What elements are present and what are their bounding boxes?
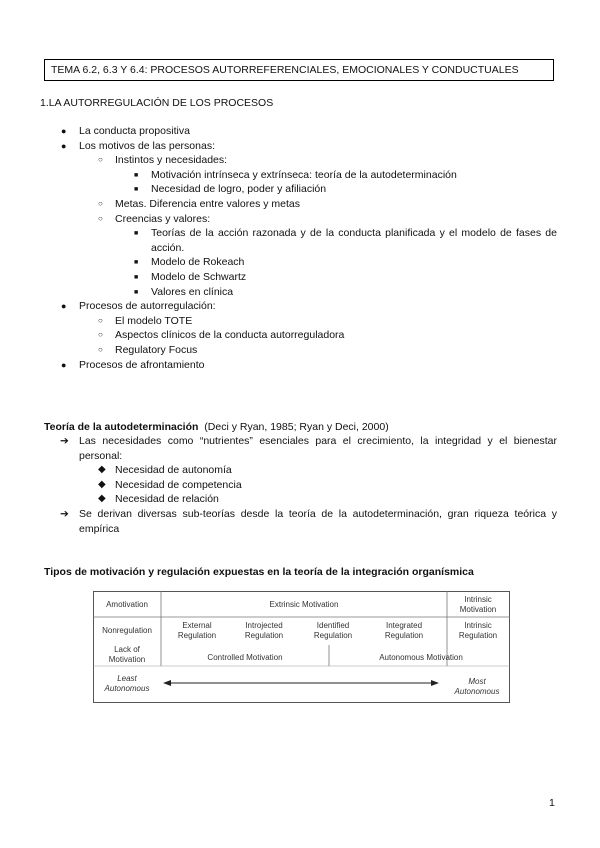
list-item: ■ Valores en clínica: [0, 285, 557, 300]
list-item: ■ Necesidad de logro, poder y afiliación: [0, 182, 557, 197]
diamond-icon: ◆: [98, 464, 106, 476]
theory-heading: [44, 420, 389, 434]
right-arrow-icon: ➔: [60, 507, 69, 520]
list-item: ◆ Necesidad de competencia: [98, 478, 242, 491]
intrinsic-motivation-label: Intrinsic Motivation: [459, 595, 497, 614]
list-item: ◆ Necesidad de relación: [98, 493, 219, 506]
bullet-circle-icon: ○: [98, 213, 103, 223]
identified-regulation-label: Identified Regulation: [313, 621, 353, 640]
amotivation-label: Amotivation: [106, 600, 148, 609]
most-autonomous-label: Most Autonomous: [454, 677, 500, 696]
integrated-regulation-label: Integrated Regulation: [384, 621, 424, 640]
bullet-square-icon: ■: [134, 273, 139, 281]
list-item: ○ El modelo TOTE: [98, 314, 193, 327]
autonomous-motivation-label: Autonomous Motivation: [379, 653, 463, 662]
list-item: ○ Instintos y necesidades:: [98, 154, 228, 167]
theory-citation: (Deci y Ryan, 1985; Ryan y Deci, 2000): [204, 421, 389, 433]
diamond-icon: ◆: [98, 478, 106, 490]
least-autonomous-label: Least Autonomous: [104, 674, 150, 693]
bullet-square-icon: ■: [134, 230, 139, 238]
bullet-circle-icon: ○: [98, 315, 103, 325]
controlled-motivation-label: Controlled Motivation: [207, 653, 283, 662]
bullet-dot-icon: ●: [61, 126, 67, 136]
bullet-circle-icon: ○: [98, 198, 103, 208]
bullet-dot-icon: ●: [61, 301, 67, 312]
section-heading: 1.LA AUTORREGULACIÓN DE LOS PROCESOS: [40, 97, 274, 109]
theory-title: Teoría de la autodeterminación: [44, 421, 199, 433]
theory-points: [0, 434, 600, 536]
intrinsic-regulation-label: Intrinsic Regulation: [458, 621, 498, 640]
topic-outline: [0, 124, 600, 372]
diamond-icon: ◆: [98, 493, 106, 505]
list-item: ● Procesos de afrontamiento: [61, 358, 205, 371]
document-title: TEMA 6.2, 6.3 Y 6.4: PROCESOS AUTORREFERENCIALES, EMOCIONALES Y CONDUCTUALES: [44, 59, 554, 81]
lack-of-motivation-label: Lack of Motivation: [108, 645, 146, 664]
bullet-square-icon: ■: [134, 171, 139, 179]
list-item: ■ Modelo de Schwartz: [0, 270, 557, 285]
list-item: ● Los motivos de las personas:: [61, 139, 215, 152]
bullet-square-icon: ■: [134, 259, 139, 267]
bullet-dot-icon: ●: [61, 359, 67, 370]
page-number: 1: [549, 797, 555, 809]
bullet-dot-icon: ●: [61, 140, 67, 151]
right-arrow-icon: ➔: [60, 435, 69, 447]
list-item: ■ Modelo de Rokeach: [0, 255, 557, 270]
list-item: ○ Creencias y valores:: [98, 212, 211, 225]
bullet-circle-icon: ○: [98, 155, 103, 165]
list-item: ● Procesos de autorregulación:: [61, 300, 216, 313]
nonregulation-label: Nonregulation: [102, 626, 152, 635]
bullet-square-icon: ■: [134, 288, 139, 296]
list-item: ● La conducta propositiva: [61, 125, 190, 137]
bullet-circle-icon: ○: [98, 344, 103, 354]
list-item: ■ Motivación intrínseca y extrínseca: teoría de la autodeterminación: [0, 168, 557, 183]
list-item: ➔ Se derivan diversas sub-teorías desde la teoría de la autodeterminación, gran riqueza teórica y empírica: [60, 507, 557, 535]
bullet-square-icon: ■: [134, 186, 139, 194]
external-regulation-label: External Regulation: [177, 621, 217, 640]
motivation-continuum-figure: [93, 591, 510, 703]
list-item: ○ Metas. Diferencia entre valores y metas: [98, 197, 300, 210]
bullet-circle-icon: ○: [98, 330, 103, 340]
list-item: ➔ Las necesidades como “nutrientes” esenciales para el crecimiento, la integridad y el bienestar personal:: [60, 435, 557, 462]
introjected-regulation-label: Introjected Regulation: [244, 621, 284, 640]
list-item: ○ Aspectos clínicos de la conducta autorreguladora: [98, 329, 345, 342]
list-item: ■ Teorías de la acción razonada y de la conducta planificada y el modelo de fases de acción.: [134, 227, 557, 254]
types-title: Tipos de motivación y regulación expuestas en la teoría de la integración organísmica: [44, 566, 474, 578]
list-item: ◆ Necesidad de autonomía: [98, 464, 232, 477]
extrinsic-motivation-label: Extrinsic Motivation: [269, 600, 339, 609]
list-item: ○ Regulatory Focus: [98, 343, 198, 356]
